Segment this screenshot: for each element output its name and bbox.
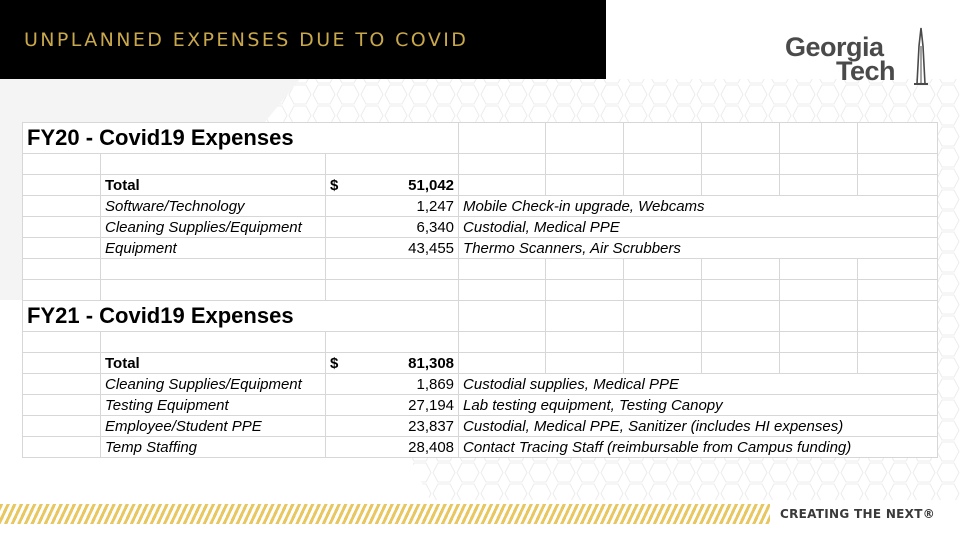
fy20-row-value: 43,455 <box>326 238 459 259</box>
table-row <box>23 437 938 458</box>
table-row <box>23 196 938 217</box>
fy21-row-note: Contact Tracing Staff (reimbursable from Campus funding) <box>459 437 938 458</box>
fy21-total-currency: $ <box>330 354 339 372</box>
fy21-row-label: Testing Equipment <box>101 395 326 416</box>
fy21-row-note: Lab testing equipment, Testing Canopy <box>459 395 938 416</box>
fy20-total-currency: $ <box>330 176 339 194</box>
expenses-spreadsheet <box>22 122 938 458</box>
table-row <box>23 217 938 238</box>
fy21-row-label: Temp Staffing <box>101 437 326 458</box>
tech-tower-icon <box>910 26 932 90</box>
fy21-heading: FY21 - Covid19 Expenses <box>23 301 459 332</box>
fy20-row-note: Mobile Check-in upgrade, Webcams <box>459 196 938 217</box>
fy20-row-value: 1,247 <box>326 196 459 217</box>
fy20-row-note: Custodial, Medical PPE <box>459 217 938 238</box>
fy21-total-row <box>23 353 938 374</box>
fy21-row-value: 23,837 <box>326 416 459 437</box>
empty-row <box>23 154 938 175</box>
fy20-total-row <box>23 175 938 196</box>
fy20-total-amount <box>326 175 459 196</box>
fy20-row-label: Software/Technology <box>101 196 326 217</box>
table-row <box>23 374 938 395</box>
logo-line-2: Tech <box>836 56 896 86</box>
gold-stripe-divider <box>0 504 770 524</box>
slide-title: UNPLANNED EXPENSES DUE TO COVID <box>24 29 469 51</box>
empty-row <box>23 259 938 280</box>
fy20-row-note: Thermo Scanners, Air Scrubbers <box>459 238 938 259</box>
table-row <box>23 238 938 259</box>
fy21-row-note: Custodial, Medical PPE, Sanitizer (includes HI expenses) <box>459 416 938 437</box>
fy21-heading-row <box>23 301 938 332</box>
fy20-total-label: Total <box>101 175 326 196</box>
fy21-row-label: Cleaning Supplies/Equipment <box>101 374 326 395</box>
empty-row <box>23 332 938 353</box>
logo-line-1: Georgia <box>785 32 884 62</box>
fy20-heading-row <box>23 123 938 154</box>
fy21-row-value: 27,194 <box>326 395 459 416</box>
fy21-row-value: 28,408 <box>326 437 459 458</box>
fy20-row-value: 6,340 <box>326 217 459 238</box>
empty-row <box>23 280 938 301</box>
fy21-row-label: Employee/Student PPE <box>101 416 326 437</box>
fy20-row-label: Equipment <box>101 238 326 259</box>
fy21-row-value: 1,869 <box>326 374 459 395</box>
fy20-heading: FY20 - Covid19 Expenses <box>23 123 459 154</box>
table-row <box>23 416 938 437</box>
fy21-row-note: Custodial supplies, Medical PPE <box>459 374 938 395</box>
table-row <box>23 395 938 416</box>
fy21-total-label: Total <box>101 353 326 374</box>
georgia-tech-logo <box>782 30 932 94</box>
fy20-row-label: Cleaning Supplies/Equipment <box>101 217 326 238</box>
tagline: CREATING THE NEXT® <box>780 507 936 521</box>
fy21-total-amount <box>326 353 459 374</box>
fy21-total-value: 81,308 <box>408 354 455 372</box>
fy20-total-value: 51,042 <box>408 176 455 194</box>
title-bar <box>0 0 606 79</box>
